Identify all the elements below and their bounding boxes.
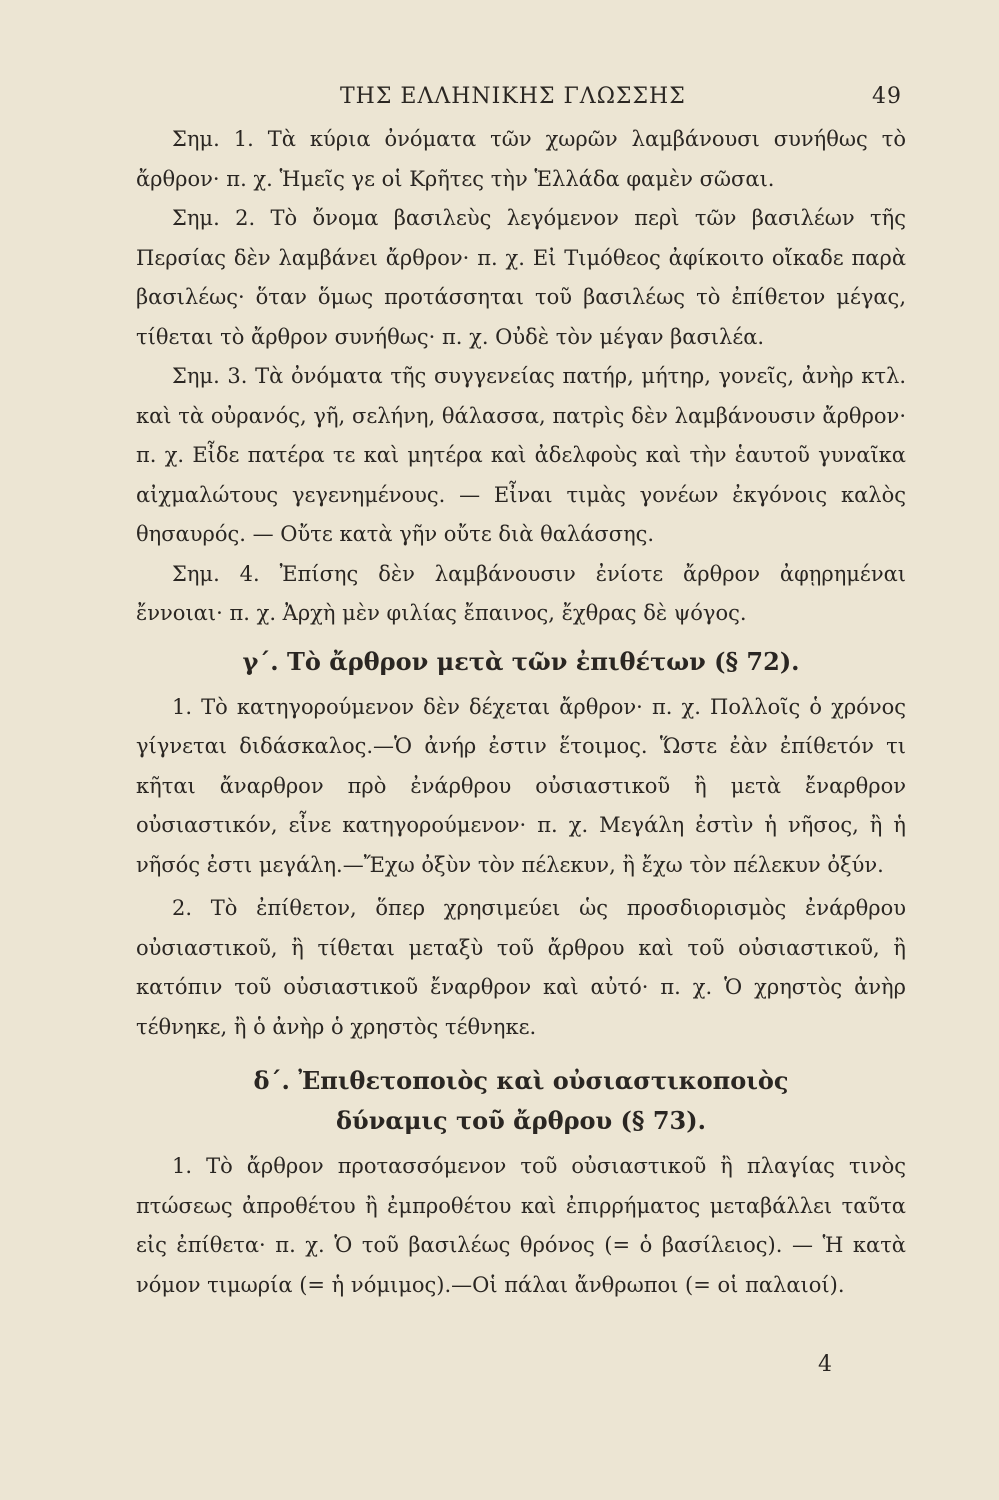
section-delta-item-1: 1. Τὸ ἄρθρον προτασσόμενον τοῦ οὐσιαστικοῦ ἢ πλαγίας τινὸς πτώσεως ἀπροθέτου ἢ ἐμπροθέτου καὶ ἐπιρρήματος μεταβάλλει ταῦτα εἰς ἐπίθετα· π. χ. Ὁ τοῦ βασιλέως θρόνος (= ὁ βασίλειος). — Ἡ κατὰ νόμον τιμωρία (= ἡ νόμιμος).—Οἱ πάλαι ἄνθρωποι (= οἱ παλαιοί). [136, 1154, 906, 1297]
section-delta-heading-line-2: δύναμις τοῦ ἄρθρου (§ 73). [336, 1106, 706, 1135]
page-number: 49 [872, 84, 902, 109]
section-delta-heading [136, 1061, 906, 1141]
section-delta-heading-line-1: δ΄. Ἐπιθετοποιὸς καὶ οὐσιαστικοποιὸς [253, 1066, 789, 1095]
section-gamma-item-1: 1. Τὸ κατηγορούμενον δὲν δέχεται ἄρθρον· π. χ. Πολλοῖς ὁ χρόνος γίγνεται διδάσκαλος.—Ὁ ἀνήρ ἐστιν ἕτοιμος. Ὥστε ἐὰν ἐπίθετόν τι κῆται ἄναρθρον πρὸ ἐνάρθρου οὐσιαστικοῦ ἢ μετὰ ἔναρθρον οὐσιαστικόν, εἶνε κατηγορούμενον· π. χ. Μεγάλη ἐστὶν ἡ νῆσος, ἢ ἡ νῆσός ἐστι μεγάλη.—Ἔχω ὀξὺν τὸν πέλεκυν, ἢ ἔχω τὸν πέλεκυν ὀξύν. [136, 694, 906, 877]
note-3: Σημ. 3. Τὰ ὀνόματα τῆς συγγενείας πατήρ, μήτηρ, γονεῖς, ἀνὴρ κτλ. καὶ τὰ οὐρανός, γῆ, σελήνη, θάλασσα, πατρὶς δὲν λαμβάνουσιν ἄρθρον· π. χ. Εἶδε πατέρα τε καὶ μητέρα καὶ ἀδελφοὺς καὶ τὴν ἑαυτοῦ γυναῖκα αἰχμαλώτους γεγενημένους. — Εἶναι τιμὰς γονέων ἐκγόνοις καλὸς θησαυρός. — Οὔτε κατὰ γῆν οὔτε διὰ θαλάσσης. [136, 364, 906, 546]
section-gamma-item-2: 2. Τὸ ἐπίθετον, ὅπερ χρησιμεύει ὡς προσδιορισμὸς ἐνάρθρου οὐσιαστικοῦ, ἢ τίθεται μεταξὺ τοῦ ἄρθρου καὶ τοῦ οὐσιαστικοῦ, ἢ κατόπιν τοῦ οὐσιαστικοῦ ἔναρθρον καὶ αὐτό· π. χ. Ὁ χρηστὸς ἀνὴρ τέθνηκε, ἢ ὁ ἀνὴρ ὁ χρηστὸς τέθνηκε. [136, 896, 906, 1039]
section-gamma-heading: γ΄. Τὸ ἄρθρον μετὰ τῶν ἐπιθέτων (§ 72). [242, 646, 800, 676]
note-4: Σημ. 4. Ἐπίσης δὲν λαμβάνουσιν ἐνίοτε ἄρθρον ἀφῃρημέναι ἔννοιαι· π. χ. Ἀρχὴ μὲν φιλίας ἔπαινος, ἔχθρας δὲ ψόγος. [136, 561, 906, 625]
signature-mark: 4 [818, 1352, 832, 1377]
running-title: ΤΗΣ ΕΛΛΗΝΙΚΗΣ ΓΛΩΣΣΗΣ [340, 84, 686, 109]
note-2: Σημ. 2. Τὸ ὄνομα βασιλεὺς λεγόμενον περὶ τῶν βασιλέων τῆς Περσίας δὲν λαμβάνει ἄρθρον· π. χ. Εἰ Τιμόθεος ἀφίκοιτο οἴκαδε παρὰ βασιλέως· ὅταν ὅμως προτάσσηται τοῦ βασιλέως τὸ ἐπίθετον μέγας, τίθεται τὸ ἄρθρον συνήθως· π. χ. Οὐδὲ τὸν μέγαν βασιλέα. [136, 206, 906, 349]
note-1: Σημ. 1. Τὰ κύρια ὀνόματα τῶν χωρῶν λαμβάνουσι συνήθως τὸ ἄρθρον· π. χ. Ἡμεῖς γε οἱ Κρῆτες τὴν Ἑλλάδα φαμὲν σῶσαι. [136, 127, 906, 191]
page-body [136, 120, 906, 1305]
